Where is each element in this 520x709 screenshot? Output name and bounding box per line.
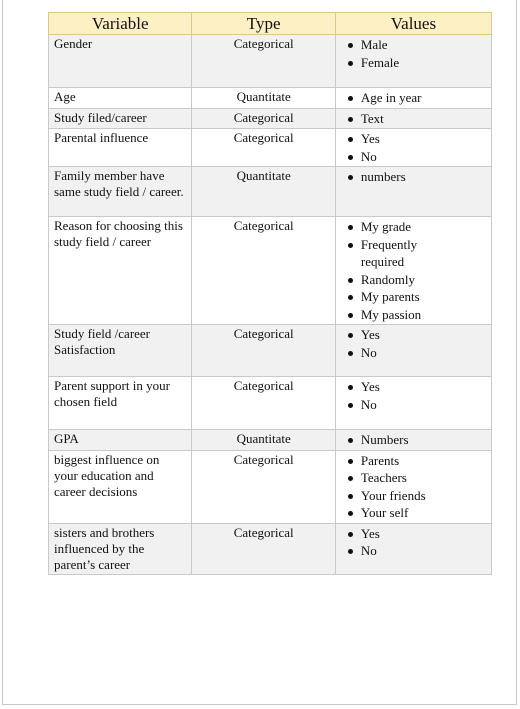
table-row <box>49 217 492 325</box>
header-variable: Variable <box>49 13 192 35</box>
values-cell <box>335 35 491 88</box>
values-cell <box>335 88 491 109</box>
table-row <box>49 325 492 377</box>
table-row <box>49 167 492 217</box>
table-row <box>49 377 492 430</box>
table-row <box>49 35 492 88</box>
variable-cell: Parent support in your chosen field <box>49 377 192 430</box>
list-item: Age in year <box>361 89 486 107</box>
variable-cell: Reason for choosing this study field / career <box>49 217 192 325</box>
list-item: Randomly <box>361 271 486 289</box>
table-row <box>49 523 492 574</box>
values-cell <box>335 167 491 217</box>
values-cell <box>335 108 491 129</box>
list-item: No <box>361 396 486 414</box>
variable-cell: Age <box>49 88 192 109</box>
list-item: No <box>361 344 486 362</box>
values-cell <box>335 325 491 377</box>
variable-cell: Study field /career Satisfaction <box>49 325 192 377</box>
variable-cell: biggest influence on your education and career decisions <box>49 450 192 523</box>
table-header-row <box>49 13 492 35</box>
values-cell <box>335 523 491 574</box>
list-item: Text <box>361 110 486 128</box>
list-item: Parents <box>361 452 486 470</box>
values-cell <box>335 129 491 167</box>
type-cell: Categorical <box>192 325 335 377</box>
list-item: My grade <box>361 218 486 236</box>
variable-cell: Family member have same study field / career. <box>49 167 192 217</box>
variable-cell: Parental influence <box>49 129 192 167</box>
values-cell <box>335 430 491 451</box>
list-item: Your friends <box>361 487 486 505</box>
type-cell: Quantitate <box>192 88 335 109</box>
type-cell: Categorical <box>192 217 335 325</box>
list-item: No <box>361 542 486 560</box>
table-row <box>49 129 492 167</box>
list-item: numbers <box>361 168 486 186</box>
list-item: Male <box>361 36 486 54</box>
list-item: Female <box>361 54 486 72</box>
header-type: Type <box>192 13 335 35</box>
type-cell: Quantitate <box>192 167 335 217</box>
list-item: No <box>361 148 486 166</box>
type-cell: Categorical <box>192 377 335 430</box>
list-item: Your self <box>361 504 486 522</box>
type-cell: Quantitate <box>192 430 335 451</box>
table-row <box>49 88 492 109</box>
variables-table <box>48 12 492 575</box>
list-item: Teachers <box>361 469 486 487</box>
values-cell <box>335 450 491 523</box>
list-item: Numbers <box>361 431 486 449</box>
type-cell: Categorical <box>192 523 335 574</box>
list-item: Yes <box>361 378 486 396</box>
type-cell: Categorical <box>192 35 335 88</box>
list-item: Yes <box>361 130 486 148</box>
header-values: Values <box>335 13 491 35</box>
values-cell <box>335 377 491 430</box>
variable-cell: Gender <box>49 35 192 88</box>
table-row <box>49 450 492 523</box>
values-cell <box>335 217 491 325</box>
list-item: Yes <box>361 326 486 344</box>
list-item: Frequently required <box>361 236 441 271</box>
list-item: Yes <box>361 525 486 543</box>
list-item: My parents <box>361 288 486 306</box>
variable-cell: GPA <box>49 430 192 451</box>
table-row <box>49 430 492 451</box>
list-item: My passion <box>361 306 486 324</box>
type-cell: Categorical <box>192 450 335 523</box>
type-cell: Categorical <box>192 129 335 167</box>
type-cell: Categorical <box>192 108 335 129</box>
variable-cell: sisters and brothers influenced by the parent’s career <box>49 523 192 574</box>
table-row <box>49 108 492 129</box>
variable-cell: Study filed/career <box>49 108 192 129</box>
